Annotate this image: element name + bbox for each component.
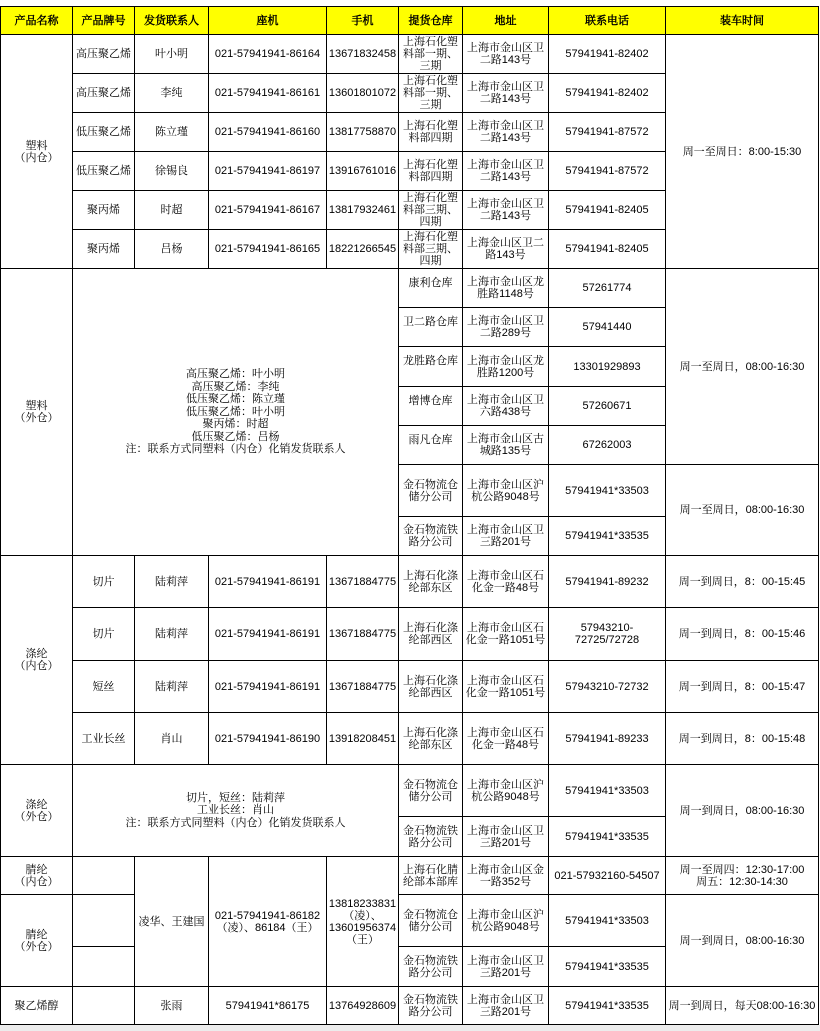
phone-cell: 13301929893 [549,347,666,387]
mobile-cell: 13601801072 [327,74,399,113]
warehouse-cell: 上海石化腈纶部本部库 [399,857,463,895]
warehouse-cell: 上海石化塑料部四期 [399,152,463,191]
contact-cell: 肖山 [135,713,209,765]
grade-cell: 低压聚乙烯 [73,113,135,152]
table-row [1,857,819,895]
warehouse-cell: 龙胜路仓库 [399,347,463,387]
mobile-cell: 13671884775 [327,661,399,713]
shipping-contact-table [0,6,819,1025]
address-cell: 上海市金山区卫二路289号 [463,308,549,347]
contact-note-line: 注：联系方式同塑料（内仓）化销发货联系人 [125,443,346,456]
warehouse-cell: 雨凡仓库 [399,426,463,465]
address-cell: 上海市金山区古城路135号 [463,426,549,465]
landline-cell: 021-57941941-86190 [209,713,327,765]
product-name-cell: 塑料 （外仓） [1,269,73,556]
loading-time-cell: 周一到周日，08:00-16:30 [666,765,819,857]
address-cell: 上海市金山区沪杭公路9048号 [463,895,549,947]
product-name-cell: 塑料 （内仓） [1,35,73,269]
phone-cell: 57941941-82405 [549,230,666,269]
landline-cell: 021-57941941-86167 [209,191,327,230]
contact-line: 高压聚乙烯：李纯 [191,380,280,393]
header-pickup-warehouse: 提货仓库 [399,7,463,35]
bottom-margin [0,1025,820,1031]
loading-time-cell: 周一到周日，每天08:00-16:30 [666,987,819,1025]
mobile-cell: 13916761016 [327,152,399,191]
header-shipping-contact: 发货联系人 [135,7,209,35]
address-cell: 上海市金山区卫二路143号 [463,191,549,230]
mobile-cell: 13817758870 [327,113,399,152]
mobile-cell: 13817932461 [327,191,399,230]
warehouse-cell: 上海石化塑料部一期、三期 [399,35,463,74]
address-cell: 上海市金山区石化金一路48号 [463,556,549,608]
table-row [1,987,819,1025]
address-cell: 上海市金山区卫六路438号 [463,387,549,426]
contact-cell: 陆莉萍 [135,556,209,608]
table-row [1,608,819,661]
contact-cell: 时超 [135,191,209,230]
product-name-cell: 聚乙烯醇 [1,987,73,1025]
warehouse-cell: 上海石化塑料部四期 [399,113,463,152]
header-row [1,7,819,35]
contact-cell: 陆莉萍 [135,661,209,713]
address-cell: 上海市金山区石化金一路1051号 [463,608,549,661]
landline-cell: 021-57941941-86191 [209,608,327,661]
contact-note-line: 注：联系方式同塑料（内仓）化销发货联系人 [125,816,346,829]
address-cell: 上海市金山区卫二路143号 [463,74,549,113]
grade-cell: 低压聚乙烯 [73,152,135,191]
phone-cell: 57941941*33503 [549,465,666,517]
phone-cell: 57260671 [549,387,666,426]
warehouse-cell: 上海石化塑料部一期、三期 [399,74,463,113]
grade-empty-cell [73,857,135,895]
address-cell: 上海市金山区卫二路143号 [463,35,549,74]
address-cell: 上海市金山区龙胜路1200号 [463,347,549,387]
loading-time-cell: 周一至周日，08:00-16:30 [666,269,819,465]
phone-cell: 021-57932160-54507 [549,857,666,895]
address-cell: 上海市金山区石化金一路1051号 [463,661,549,713]
warehouse-cell: 金石物流铁路分公司 [399,987,463,1025]
contact-cell: 陆莉萍 [135,608,209,661]
address-cell: 上海市金山区石化金一路48号 [463,713,549,765]
table-row [1,269,819,308]
warehouse-cell: 金石物流仓储分公司 [399,895,463,947]
landline-cell: 021-57941941-86160 [209,113,327,152]
landline-cell: 021-57941941-86197 [209,152,327,191]
phone-cell: 57941941*33503 [549,895,666,947]
header-landline: 座机 [209,7,327,35]
landline-cell: 021-57941941-86182 （凌）、86184（王） [209,857,327,987]
mobile-cell: 13671832458 [327,35,399,74]
contact-line: 低压聚乙烯：陈立瑾 [186,393,285,406]
address-cell: 上海金山区卫二路143号 [463,230,549,269]
phone-cell: 57943210-72732 [549,661,666,713]
warehouse-cell: 金石物流铁路分公司 [399,947,463,987]
loading-time-cell: 周一至周日：8:00-15:30 [666,35,819,269]
outer-contact-note [73,765,399,857]
warehouse-cell: 金石物流铁路分公司 [399,817,463,857]
phone-cell: 67262003 [549,426,666,465]
phone-cell: 57943210-72725/72728 [549,608,666,661]
warehouse-cell: 上海石化涤纶部东区 [399,713,463,765]
loading-time-cell: 周一到周日，8：00-15:46 [666,608,819,661]
product-name-cell: 腈纶 （内仓） [1,857,73,895]
landline-cell: 021-57941941-86191 [209,661,327,713]
warehouse-cell: 康利仓库 [399,269,463,308]
contact-line: 工业长丝：肖山 [197,804,274,817]
phone-cell: 57941941*33535 [549,817,666,857]
contact-cell: 李纯 [135,74,209,113]
phone-cell: 57941941-87572 [549,152,666,191]
contact-cell: 叶小明 [135,35,209,74]
warehouse-cell: 金石物流仓储分公司 [399,465,463,517]
contact-line: 聚丙烯：时超 [202,418,269,431]
product-name-cell: 涤纶 （外仓） [1,765,73,857]
header-loading-time: 装车时间 [666,7,819,35]
contact-line: 低压聚乙烯：叶小明 [186,405,285,418]
contact-cell: 吕杨 [135,230,209,269]
outer-contact-note [73,269,399,556]
address-cell: 上海市金山区卫二路143号 [463,152,549,191]
warehouse-cell: 增博仓库 [399,387,463,426]
grade-cell: 工业长丝 [73,713,135,765]
grade-cell: 切片 [73,556,135,608]
header-contact-phone: 联系电话 [549,7,666,35]
address-cell: 上海市金山区卫二路143号 [463,113,549,152]
header-address: 地址 [463,7,549,35]
address-cell: 上海市金山区沪杭公路9048号 [463,465,549,517]
contact-line: 高压聚乙烯：叶小明 [186,368,285,381]
header-product-name: 产品名称 [1,7,73,35]
warehouse-cell: 卫二路仓库 [399,308,463,347]
phone-cell: 57941941*33535 [549,947,666,987]
table-row [1,35,819,74]
phone-cell: 57941440 [549,308,666,347]
landline-cell: 57941941*86175 [209,987,327,1025]
mobile-cell: 18221266545 [327,230,399,269]
warehouse-cell: 上海石化塑料部三期、四期 [399,191,463,230]
contact-cell: 凌华、王建国 [135,857,209,987]
mobile-cell: 13918208451 [327,713,399,765]
grade-cell: 短丝 [73,661,135,713]
phone-cell: 57941941-82402 [549,74,666,113]
contact-cell: 张雨 [135,987,209,1025]
table-row [1,765,819,817]
warehouse-cell: 金石物流铁路分公司 [399,517,463,556]
address-cell: 上海市金山区卫三路201号 [463,817,549,857]
address-cell: 上海市金山区金一路352号 [463,857,549,895]
mobile-cell: 13671884775 [327,556,399,608]
loading-time-cell: 周一到周日，8：00-15:47 [666,661,819,713]
warehouse-cell: 上海石化涤纶部西区 [399,661,463,713]
grade-cell: 聚丙烯 [73,191,135,230]
warehouse-cell: 上海石化塑料部三期、四期 [399,230,463,269]
phone-cell: 57941941*33535 [549,987,666,1025]
contact-cell: 陈立瑾 [135,113,209,152]
phone-cell: 57941941*33535 [549,517,666,556]
phone-cell: 57941941-89233 [549,713,666,765]
address-cell: 上海市金山区沪杭公路9048号 [463,765,549,817]
mobile-cell: 13671884775 [327,608,399,661]
mobile-cell: 13764928609 [327,987,399,1025]
address-cell: 上海市金山区卫三路201号 [463,517,549,556]
address-cell: 上海市金山区卫三路201号 [463,987,549,1025]
address-cell: 上海市金山区卫三路201号 [463,947,549,987]
table-row [1,713,819,765]
phone-cell: 57941941*33503 [549,765,666,817]
grade-cell: 高压聚乙烯 [73,74,135,113]
landline-cell: 021-57941941-86164 [209,35,327,74]
table-row [1,895,819,947]
landline-cell: 021-57941941-86161 [209,74,327,113]
warehouse-cell: 上海石化涤纶部东区 [399,556,463,608]
product-name-cell: 涤纶 （内仓） [1,556,73,765]
landline-cell: 021-57941941-86165 [209,230,327,269]
warehouse-cell: 上海石化涤纶部西区 [399,608,463,661]
address-cell: 上海市金山区龙胜路1148号 [463,269,549,308]
loading-time-cell: 周一至周日，08:00-16:30 [666,465,819,556]
phone-cell: 57261774 [549,269,666,308]
header-product-grade: 产品牌号 [73,7,135,35]
phone-cell: 57941941-82402 [549,35,666,74]
warehouse-cell: 金石物流仓储分公司 [399,765,463,817]
header-mobile: 手机 [327,7,399,35]
contact-line: 切片，短丝：陆莉萍 [186,791,285,804]
contact-line: 低压聚乙烯：吕杨 [191,430,280,443]
grade-empty-cell [73,947,135,987]
landline-cell: 021-57941941-86191 [209,556,327,608]
mobile-cell: 13818233831 （凌）、 13601956374 （王） [327,857,399,987]
grade-cell: 聚丙烯 [73,230,135,269]
table-row [1,556,819,608]
grade-empty-cell [73,895,135,947]
contact-cell: 徐锡良 [135,152,209,191]
phone-cell: 57941941-89232 [549,556,666,608]
grade-empty-cell [73,987,135,1025]
table-row [1,661,819,713]
loading-time-cell: 周一到周日，8：00-15:45 [666,556,819,608]
phone-cell: 57941941-82405 [549,191,666,230]
grade-cell: 切片 [73,608,135,661]
loading-time-cell: 周一至周四：12:30-17:00 周五：12:30-14:30 [666,857,819,895]
phone-cell: 57941941-87572 [549,113,666,152]
loading-time-cell: 周一到周日，08:00-16:30 [666,895,819,987]
product-name-cell: 腈纶 （外仓） [1,895,73,987]
grade-cell: 高压聚乙烯 [73,35,135,74]
loading-time-cell: 周一到周日，8：00-15:48 [666,713,819,765]
